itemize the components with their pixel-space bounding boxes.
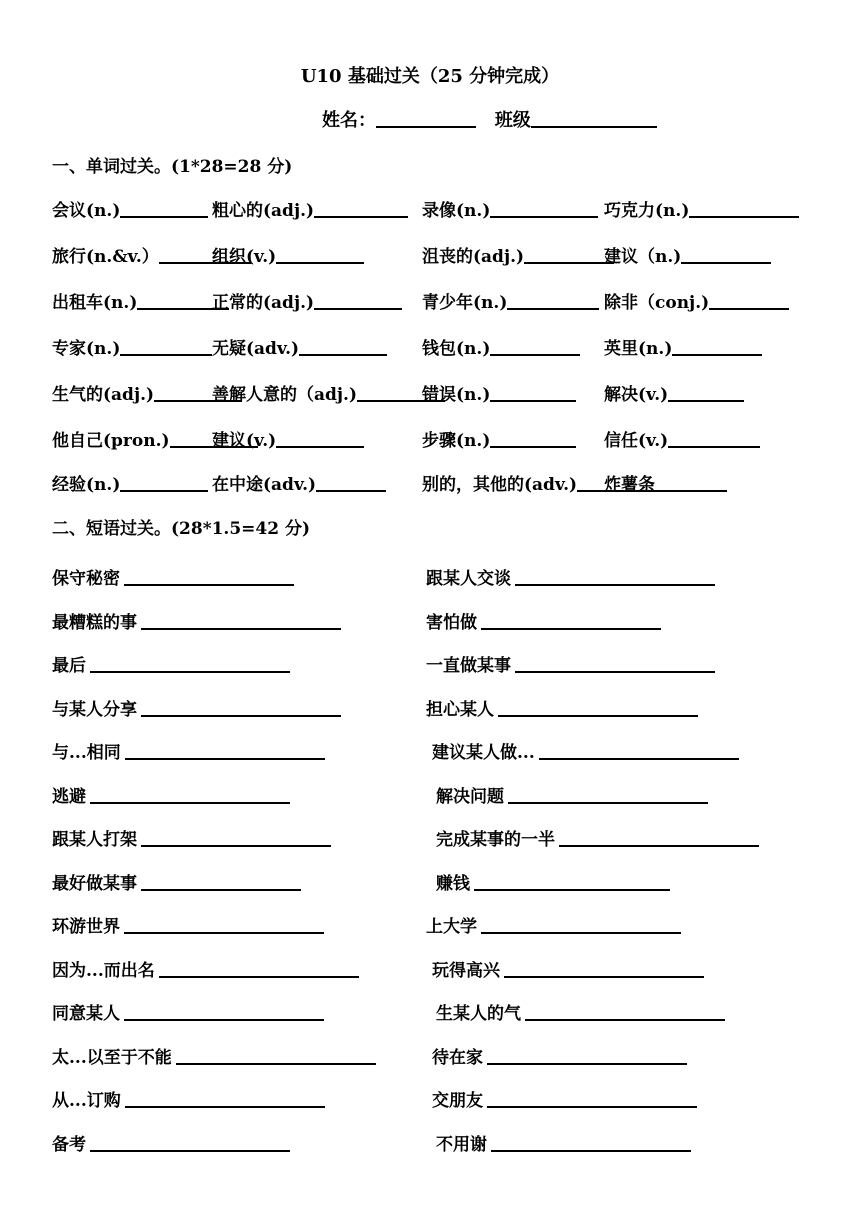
phrase-item-right bbox=[436, 869, 670, 894]
vocab-answer-blank[interactable] bbox=[668, 382, 744, 402]
vocab-label: 专家(n.) bbox=[52, 339, 121, 359]
phrase-item-left bbox=[52, 1086, 325, 1111]
vocab-item bbox=[604, 196, 799, 221]
phrase-label: 最好做某事 bbox=[52, 873, 137, 894]
vocab-answer-blank[interactable] bbox=[490, 336, 580, 356]
vocab-label: 组织(v.) bbox=[212, 247, 277, 267]
vocab-label: 英里(n.) bbox=[604, 339, 673, 359]
vocab-label: 生气的(adj.) bbox=[52, 385, 155, 405]
phrase-item-left bbox=[52, 956, 359, 981]
phrase-label: 同意某人 bbox=[52, 1004, 120, 1024]
phrase-item-left bbox=[52, 564, 294, 589]
phrase-answer-blank[interactable] bbox=[504, 958, 704, 978]
vocab-item bbox=[422, 334, 580, 359]
vocab-item bbox=[422, 426, 576, 451]
class-blank[interactable] bbox=[531, 108, 657, 128]
section1-title: 一、单词过关。(1*28=28 分) bbox=[52, 157, 293, 177]
vocab-answer-blank[interactable] bbox=[276, 244, 364, 264]
phrase-label: 交朋友 bbox=[432, 1091, 483, 1111]
phrase-item-left bbox=[52, 869, 301, 894]
section2-title: 二、短语过关。(28*1.5=42 分) bbox=[52, 519, 311, 539]
phrase-item-right bbox=[426, 564, 715, 589]
vocab-item bbox=[604, 470, 727, 495]
vocab-item bbox=[604, 426, 760, 451]
vocab-answer-blank[interactable] bbox=[120, 472, 208, 492]
vocab-item bbox=[604, 242, 771, 267]
phrase-label: 环游世界 bbox=[52, 917, 120, 937]
vocab-answer-blank[interactable] bbox=[668, 428, 760, 448]
vocab-item bbox=[52, 288, 229, 313]
phrase-answer-blank[interactable] bbox=[90, 784, 290, 804]
vocab-label: 正常的(adj.) bbox=[212, 293, 315, 313]
vocab-label: 别的，其他的(adv.) bbox=[422, 475, 578, 495]
vocab-label: 旅行(n.&v.） bbox=[52, 247, 159, 267]
phrase-item-left bbox=[52, 1130, 290, 1155]
vocab-item bbox=[212, 196, 408, 221]
phrase-answer-blank[interactable] bbox=[141, 610, 341, 630]
phrase-answer-blank[interactable] bbox=[491, 1132, 691, 1152]
vocab-label: 会议(n.) bbox=[52, 201, 121, 221]
phrase-item-right bbox=[436, 782, 708, 807]
phrase-label: 太...以至于不能 bbox=[52, 1047, 172, 1068]
vocab-item bbox=[52, 196, 208, 221]
vocab-answer-blank[interactable] bbox=[299, 336, 387, 356]
worksheet-title: U10 基础过关（25 分钟完成） bbox=[300, 66, 560, 87]
phrase-item-right bbox=[432, 956, 704, 981]
phrase-item-left bbox=[52, 651, 290, 676]
vocab-item bbox=[604, 288, 789, 313]
vocab-item bbox=[422, 288, 599, 313]
vocab-item bbox=[212, 334, 387, 359]
phrase-label: 保守秘密 bbox=[52, 569, 120, 589]
vocab-label: 步骤(n.) bbox=[422, 431, 491, 451]
vocab-item bbox=[212, 470, 386, 495]
vocab-label: 他自己(pron.) bbox=[52, 431, 170, 451]
vocab-item bbox=[604, 380, 744, 405]
vocab-item bbox=[212, 380, 445, 405]
vocab-answer-blank[interactable] bbox=[655, 472, 727, 492]
phrase-answer-blank[interactable] bbox=[559, 827, 759, 847]
phrase-item-right bbox=[436, 825, 759, 850]
phrase-answer-blank[interactable] bbox=[474, 871, 670, 891]
phrase-label: 不用谢 bbox=[436, 1134, 487, 1155]
phrase-answer-blank[interactable] bbox=[125, 1088, 325, 1108]
vocab-item bbox=[212, 288, 402, 313]
phrase-answer-blank[interactable] bbox=[498, 697, 698, 717]
phrase-label: 生某人的气 bbox=[436, 1004, 521, 1024]
vocab-answer-blank[interactable] bbox=[689, 198, 799, 218]
phrase-answer-blank[interactable] bbox=[176, 1045, 376, 1065]
phrase-answer-blank[interactable] bbox=[508, 784, 708, 804]
phrase-label: 逃避 bbox=[52, 786, 86, 807]
vocab-label: 巧克力(n.) bbox=[604, 201, 690, 221]
vocab-item bbox=[422, 196, 598, 221]
phrase-answer-blank[interactable] bbox=[487, 1088, 697, 1108]
vocab-row bbox=[52, 426, 812, 454]
vocab-label: 在中途(adv.) bbox=[212, 475, 317, 495]
phrase-label: 一直做某事 bbox=[426, 656, 511, 676]
vocab-answer-blank[interactable] bbox=[276, 428, 364, 448]
vocab-answer-blank[interactable] bbox=[490, 428, 576, 448]
vocab-label: 钱包(n.) bbox=[422, 339, 491, 359]
vocab-row bbox=[52, 470, 812, 498]
vocab-item bbox=[52, 334, 212, 359]
vocab-row bbox=[52, 334, 812, 362]
phrase-item-right bbox=[432, 1086, 697, 1111]
vocab-answer-blank[interactable] bbox=[681, 244, 771, 264]
vocab-answer-blank[interactable] bbox=[672, 336, 762, 356]
phrase-label: 最后 bbox=[52, 656, 86, 676]
phrase-answer-blank[interactable] bbox=[124, 914, 324, 934]
phrase-answer-blank[interactable] bbox=[125, 740, 325, 760]
phrase-item-left bbox=[52, 782, 290, 807]
phrase-answer-blank[interactable] bbox=[515, 566, 715, 586]
phrase-answer-blank[interactable] bbox=[124, 1001, 324, 1021]
vocab-label: 出租车(n.) bbox=[52, 293, 138, 313]
vocab-label: 错误(n.) bbox=[422, 385, 491, 405]
vocab-label: 解决(v.) bbox=[604, 385, 669, 405]
vocab-answer-blank[interactable] bbox=[490, 198, 598, 218]
phrase-answer-blank[interactable] bbox=[515, 653, 715, 673]
vocab-item bbox=[212, 242, 364, 267]
vocab-answer-blank[interactable] bbox=[314, 198, 408, 218]
vocab-answer-blank[interactable] bbox=[314, 290, 402, 310]
phrase-answer-blank[interactable] bbox=[159, 958, 359, 978]
phrase-label: 与某人分享 bbox=[52, 699, 137, 720]
vocab-answer-blank[interactable] bbox=[120, 336, 212, 356]
phrase-answer-blank[interactable] bbox=[525, 1001, 725, 1021]
vocab-answer-blank[interactable] bbox=[524, 244, 614, 264]
phrase-label: 完成某事的一半 bbox=[436, 830, 555, 850]
phrase-answer-blank[interactable] bbox=[90, 1132, 290, 1152]
vocab-item bbox=[212, 426, 364, 451]
phrase-item-right bbox=[426, 651, 715, 676]
phrase-item-left bbox=[52, 825, 331, 850]
vocab-answer-blank[interactable] bbox=[507, 290, 599, 310]
vocab-answer-blank[interactable] bbox=[709, 290, 789, 310]
phrase-item-right bbox=[432, 1043, 687, 1068]
phrase-label: 从...订购 bbox=[52, 1091, 121, 1111]
phrase-label: 担心某人 bbox=[426, 699, 494, 720]
phrase-label: 赚钱 bbox=[436, 873, 470, 894]
vocab-label: 沮丧的(adj.) bbox=[422, 247, 525, 267]
vocab-label: 无疑(adv.) bbox=[212, 339, 300, 359]
phrase-item-right bbox=[426, 695, 698, 720]
phrase-label: 跟某人打架 bbox=[52, 830, 137, 850]
phrase-label: 备考 bbox=[52, 1134, 86, 1155]
vocab-label: 建议(v.) bbox=[212, 431, 277, 451]
phrase-label: 建议某人做... bbox=[432, 743, 535, 763]
phrase-answer-blank[interactable] bbox=[90, 653, 290, 673]
phrase-item-left bbox=[52, 695, 341, 720]
phrase-answer-blank[interactable] bbox=[481, 914, 681, 934]
phrase-item-left bbox=[52, 608, 341, 633]
vocab-item bbox=[422, 380, 576, 405]
phrase-answer-blank[interactable] bbox=[124, 566, 294, 586]
vocab-label: 建议（n.) bbox=[604, 247, 682, 267]
vocab-answer-blank[interactable] bbox=[316, 472, 386, 492]
phrase-label: 最糟糕的事 bbox=[52, 612, 137, 633]
phrase-answer-blank[interactable] bbox=[141, 697, 341, 717]
name-blank[interactable] bbox=[376, 108, 476, 128]
vocab-label: 经验(n.) bbox=[52, 475, 121, 495]
phrase-answer-blank[interactable] bbox=[141, 827, 331, 847]
phrase-answer-blank[interactable] bbox=[481, 610, 661, 630]
vocab-label: 炸薯条 bbox=[604, 475, 655, 495]
vocab-answer-blank[interactable] bbox=[120, 198, 208, 218]
phrase-label: 跟某人交谈 bbox=[426, 569, 511, 589]
phrase-item-right bbox=[432, 738, 739, 763]
name-label: 姓名： bbox=[322, 110, 376, 131]
vocab-item bbox=[52, 470, 208, 495]
phrase-label: 害怕做 bbox=[426, 612, 477, 633]
vocab-label: 粗心的(adj.) bbox=[212, 201, 315, 221]
phrase-item-right bbox=[436, 999, 725, 1024]
vocab-label: 除非（conj.) bbox=[604, 293, 710, 313]
phrase-label: 解决问题 bbox=[436, 786, 504, 807]
phrase-label: 因为...而出名 bbox=[52, 960, 155, 981]
student-info-row bbox=[322, 106, 657, 132]
vocab-row bbox=[52, 288, 812, 316]
vocab-label: 善解人意的（adj.) bbox=[212, 385, 358, 405]
phrase-item-right bbox=[426, 912, 681, 937]
phrase-item-left bbox=[52, 999, 324, 1024]
phrase-label: 上大学 bbox=[426, 917, 477, 937]
class-label: 班级 bbox=[494, 110, 531, 131]
vocab-label: 录像(n.) bbox=[422, 201, 491, 221]
vocab-label: 信任(v.) bbox=[604, 431, 669, 451]
phrase-item-left bbox=[52, 1043, 376, 1068]
vocab-item bbox=[422, 242, 614, 267]
phrase-answer-blank[interactable] bbox=[141, 871, 301, 891]
phrase-item-left bbox=[52, 912, 324, 937]
vocab-label: 青少年(n.) bbox=[422, 293, 508, 313]
phrase-item-right bbox=[436, 1130, 691, 1155]
phrase-label: 与...相同 bbox=[52, 743, 121, 763]
phrase-label: 待在家 bbox=[432, 1047, 483, 1068]
vocab-item bbox=[604, 334, 762, 359]
phrase-item-left bbox=[52, 738, 325, 763]
phrase-item-right bbox=[426, 608, 661, 633]
vocab-answer-blank[interactable] bbox=[490, 382, 576, 402]
vocab-row bbox=[52, 380, 812, 408]
phrase-answer-blank[interactable] bbox=[487, 1045, 687, 1065]
phrase-answer-blank[interactable] bbox=[539, 740, 739, 760]
vocab-row bbox=[52, 242, 812, 270]
phrase-label: 玩得高兴 bbox=[432, 960, 500, 981]
vocab-row bbox=[52, 196, 812, 224]
